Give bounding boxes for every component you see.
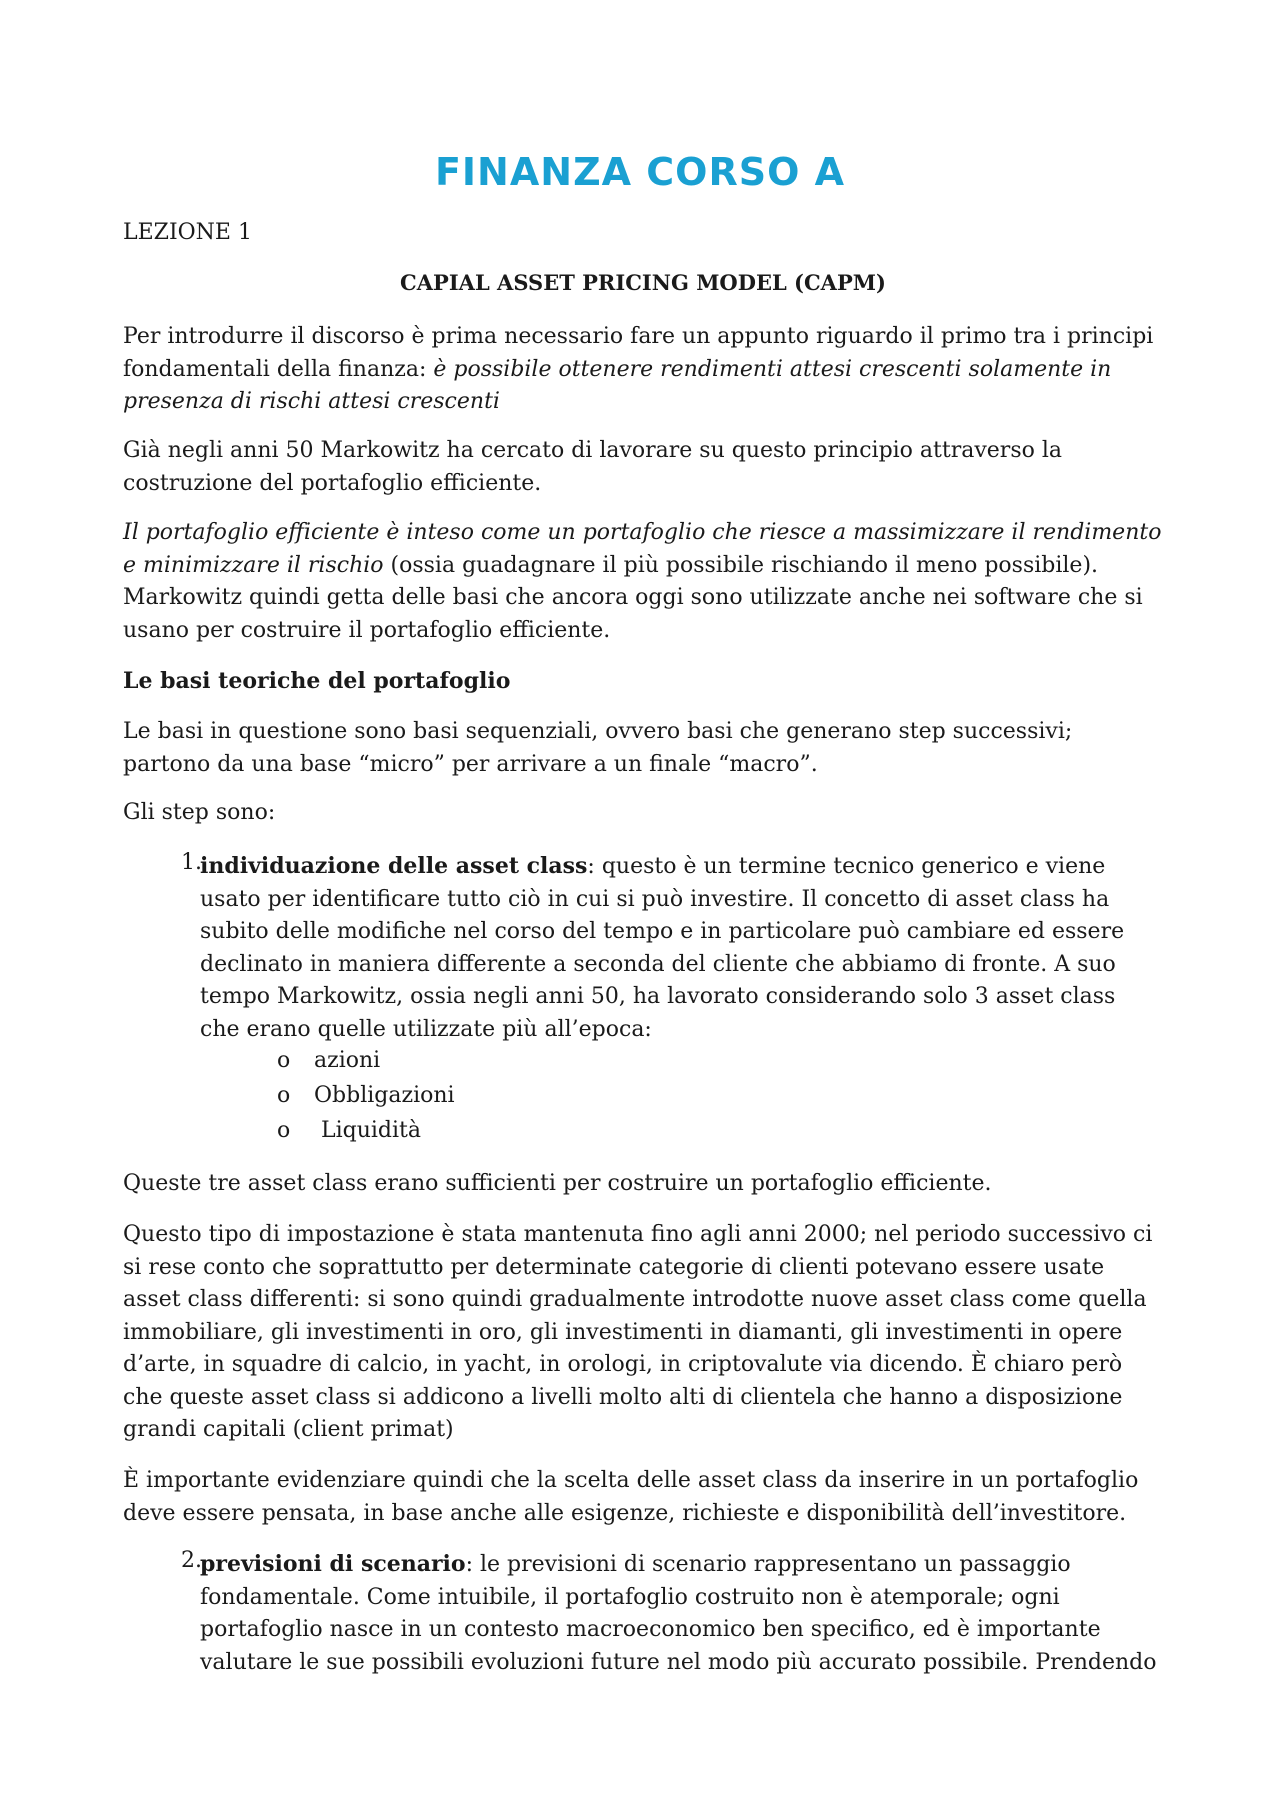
paragraph-tre-asset-class: Queste tre asset class erano sufficienti per costruire un portafoglio efficiente.: [123, 1171, 992, 1196]
step-2-number: 2.: [181, 1548, 202, 1573]
step-1-number: 1.: [181, 850, 202, 875]
paragraph-basi: Le basi in questione sono basi sequenziali, ovvero basi che generano step successivi; partono da una base “micro” per arrivare a un finale “macro”.: [123, 719, 1073, 777]
paragraph-scelta-asset-class: È importante evidenziare quindi che la scelta delle asset class da inserire in un portafoglio deve essere pensata, in base anche alle esigenze, richieste e disponibilità dell’investitore.: [123, 1468, 1139, 1526]
step-2-item: [200, 1548, 1160, 1679]
bullet-azioni: azioni: [314, 1048, 381, 1073]
paragraph-efficient-portfolio: [123, 517, 1163, 647]
principle-statement: è possibile ottenere rendimenti attesi crescenti solamente in presenza di rischi attesi crescenti: [123, 356, 1112, 414]
paragraph-impostazione: Questo tipo di impostazione è stata mantenuta fino agli anni 2000; nel periodo successivo ci si rese conto che soprattutto per determinate categorie di clienti potevano essere usate asset class differenti: si sono quindi gradualmente introdotte nuove asset class come quella immobiliare, gli investimenti in oro, gli investimenti in diamanti, gli investimenti in opere d’arte, in squadre di calcio, in yacht, in orologi, in criptovalute via dicendo. È chiaro però che queste asset class si addicono a livelli molto alti di clientela che hanno a disposizione grandi capitali (client primat): [123, 1222, 1153, 1442]
document-title: FINANZA CORSO A: [434, 150, 846, 194]
step-2-term: previsioni di scenario: [200, 1551, 466, 1577]
bullet-marker: o: [277, 1048, 291, 1073]
paragraph-intro: [123, 321, 1163, 419]
section-title: CAPIAL ASSET PRICING MODEL (CAPM): [400, 270, 886, 295]
subheading-basi-teoriche: Le basi teoriche del portafoglio: [123, 668, 511, 694]
step-2-text: : le previsioni di scenario rappresentano un passaggio fondamentale. Come intuibile, il portafoglio costruito non è atemporale; ogni portafoglio nasce in un contesto macroeconomico ben specifico, ed è importante valutare le sue possibili evoluzioni future nel modo più accurato possibile. Prendendo: [200, 1552, 1157, 1675]
step-1-term: individuazione delle asset class: [200, 853, 588, 879]
step-1-text: : questo è un termine tecnico generico e viene usato per identificare tutto ciò in cui si può investire. Il concetto di asset class ha subito delle modifiche nel corso del tempo e in particolare può cambiare ed essere declinato in maniera differente a seconda del cliente che abbiamo di fronte. A suo tempo Markowitz, ossia negli anni 50, ha lavorato considerando solo 3 asset class che erano quelle utilizzate più all’epoca:: [200, 854, 1125, 1042]
paragraph-markowitz: Già negli anni 50 Markowitz ha cercato di lavorare su questo principio attraverso la costruzione del portafoglio efficiente.: [123, 438, 1062, 496]
bullet-marker: o: [277, 1083, 291, 1108]
paragraph-intro-text: Per introdurre il discorso è prima necessario fare un appunto riguardo il primo tra i principi fondamentali della finanza:: [123, 324, 1154, 382]
paragraph-efficient-portfolio-text: (ossia guadagnare il più possibile rischiando il meno possibile). Markowitz quindi getta delle basi che ancora oggi sono utilizzate anche nei software che si usano per costruire il portafoglio efficiente.: [123, 552, 1143, 643]
bullet-liquidita: Liquidità: [314, 1118, 422, 1143]
efficient-portfolio-definition: Il portafoglio efficiente è inteso come un portafoglio che riesce a massimizzare il rendimento e minimizzare il rischio: [123, 520, 1162, 578]
bullet-obbligazioni: Obbligazioni: [314, 1083, 455, 1108]
paragraph-step-intro: Gli step sono:: [123, 800, 276, 825]
step-1-item: [200, 850, 1160, 1046]
lesson-label: LEZIONE 1: [123, 220, 252, 245]
bullet-marker: o: [277, 1118, 291, 1143]
